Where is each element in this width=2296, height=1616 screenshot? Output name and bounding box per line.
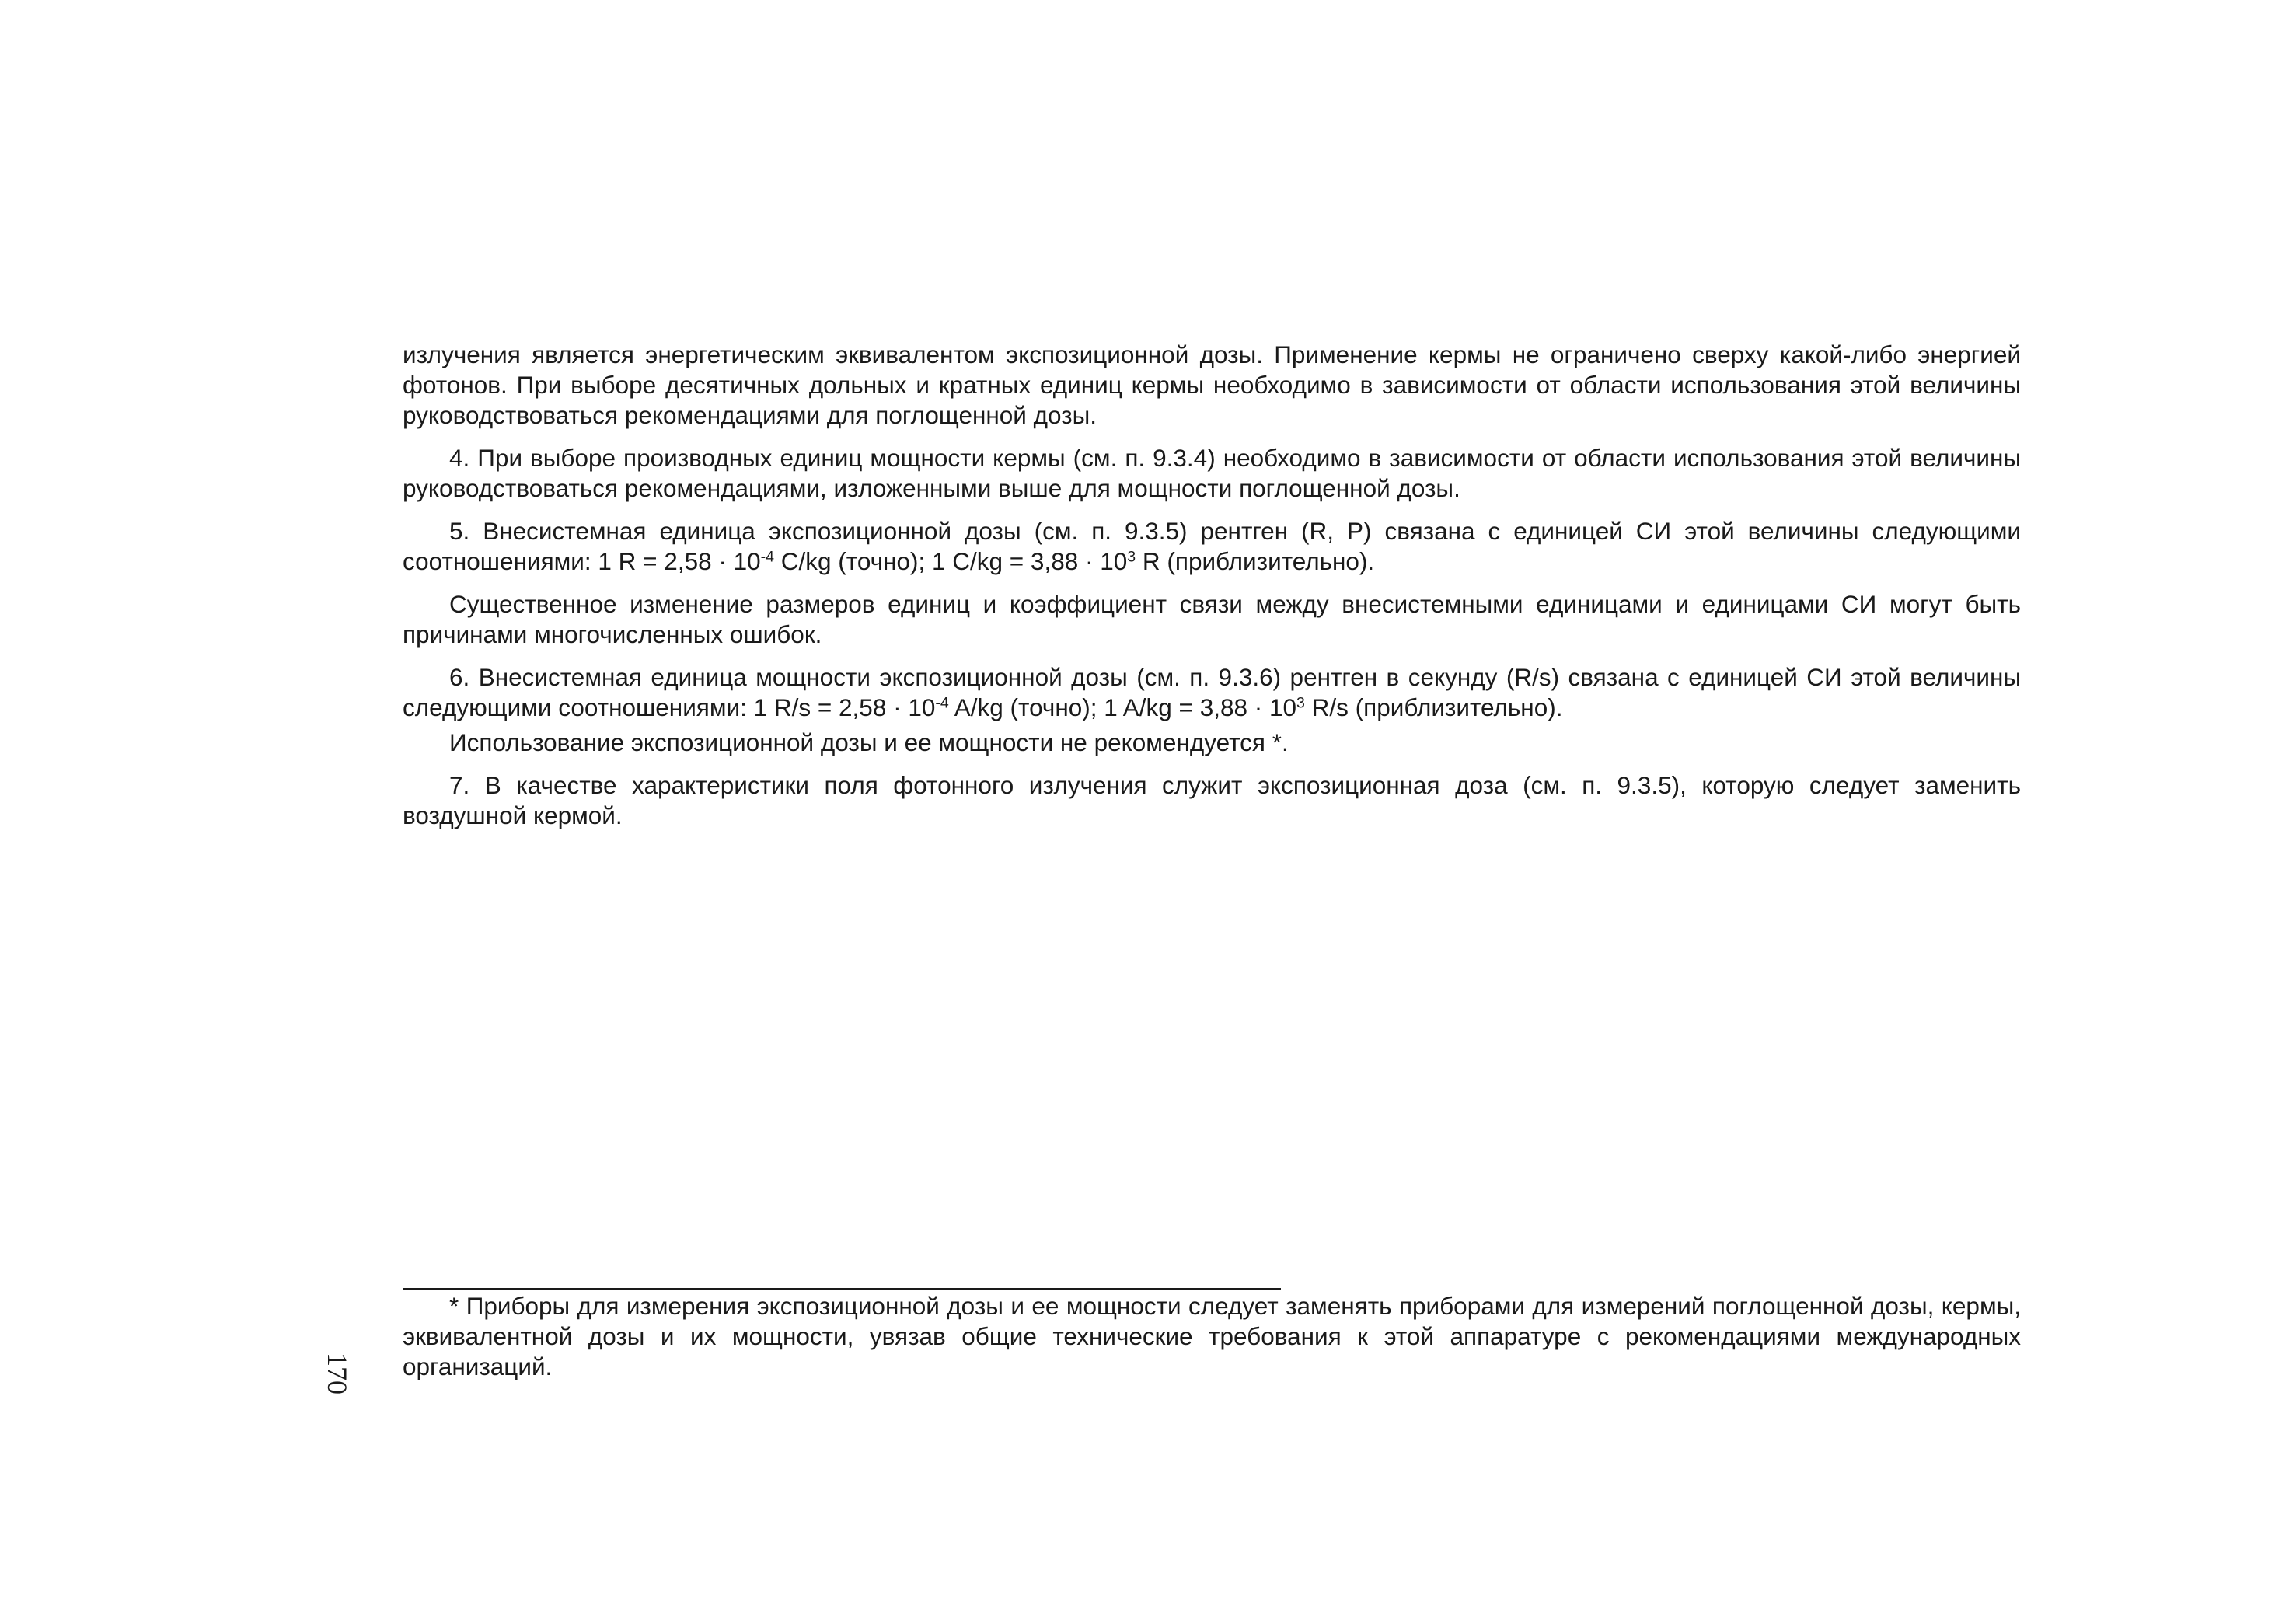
paragraph-item-7: 7. В качестве характеристики поля фотонного излучения служит экспозиционная доза (см. п. 9.3.5), которую следует заменить воздушной кермой. (403, 771, 2021, 829)
paragraph-item-6-note: Использование экспозиционной дозы и ее мощности не рекомендуется *. (449, 728, 1289, 756)
exponent: 3 (1127, 548, 1136, 566)
exponent: -4 (935, 694, 949, 712)
paragraph-item-5-note: Существенное изменение размеров единиц и коэффициент связи между внесистемными единицами и единицами СИ могут быть причинами многочисленных ошибок. (403, 590, 2021, 648)
body-text (403, 340, 2021, 843)
exponent: -4 (760, 548, 775, 566)
footnote-divider (403, 1288, 1281, 1290)
page-number: 170 (322, 1352, 353, 1394)
paragraph-item-6: 6. Внесистемная единица мощности экспозиционной дозы (см. п. 9.3.6) рентген в секунду (R/s) связана с единицей СИ этой величины следующими соотношениями: 1 $R/s = 2,58 \cdot 10^{-4}$ A/kg (точно); 1 $A/kg = 3,88 \cdot 10^3$ R/s (приблизительно). (403, 663, 2021, 721)
paragraph-item-5: 5. Внесистемная единица экспозиционной дозы (см. п. 9.3.5) рентген (R, P) связана с единицей СИ этой величины следующими соотношениями: 1 $R = 2,58 \cdot 10^{-4}$ C/kg (точно); 1 $C/kg = 3,88 \cdot 10^3$ R (приблизительно). (403, 517, 2021, 575)
paragraph-intro: излучения является энергетическим эквивалентом экспозиционной дозы. Применение кермы не ограничено сверху какой-либо энергией фотонов. При выборе десятичных дольных и кратных единиц кермы необходимо в зависимости от области использования этой величины руководствоваться рекомендациями для поглощенной дозы. (403, 340, 2021, 429)
paragraph-item-4: 4. При выборе производных единиц мощности кермы (см. п. 9.3.4) необходимо в зависимости от области использования этой величины руководствоваться рекомендациями, изложенными выше для мощности поглощенной дозы. (403, 444, 2021, 502)
exponent: 3 (1296, 694, 1305, 712)
footnote: * Приборы для измерения экспозиционной дозы и ее мощности следует заменять приборами для измерений поглощенной дозы, кермы, эквивалентной дозы и их мощности, увязав общие технические требования к этой аппаратуре с рекомендациями международных организаций. (403, 1292, 2021, 1380)
